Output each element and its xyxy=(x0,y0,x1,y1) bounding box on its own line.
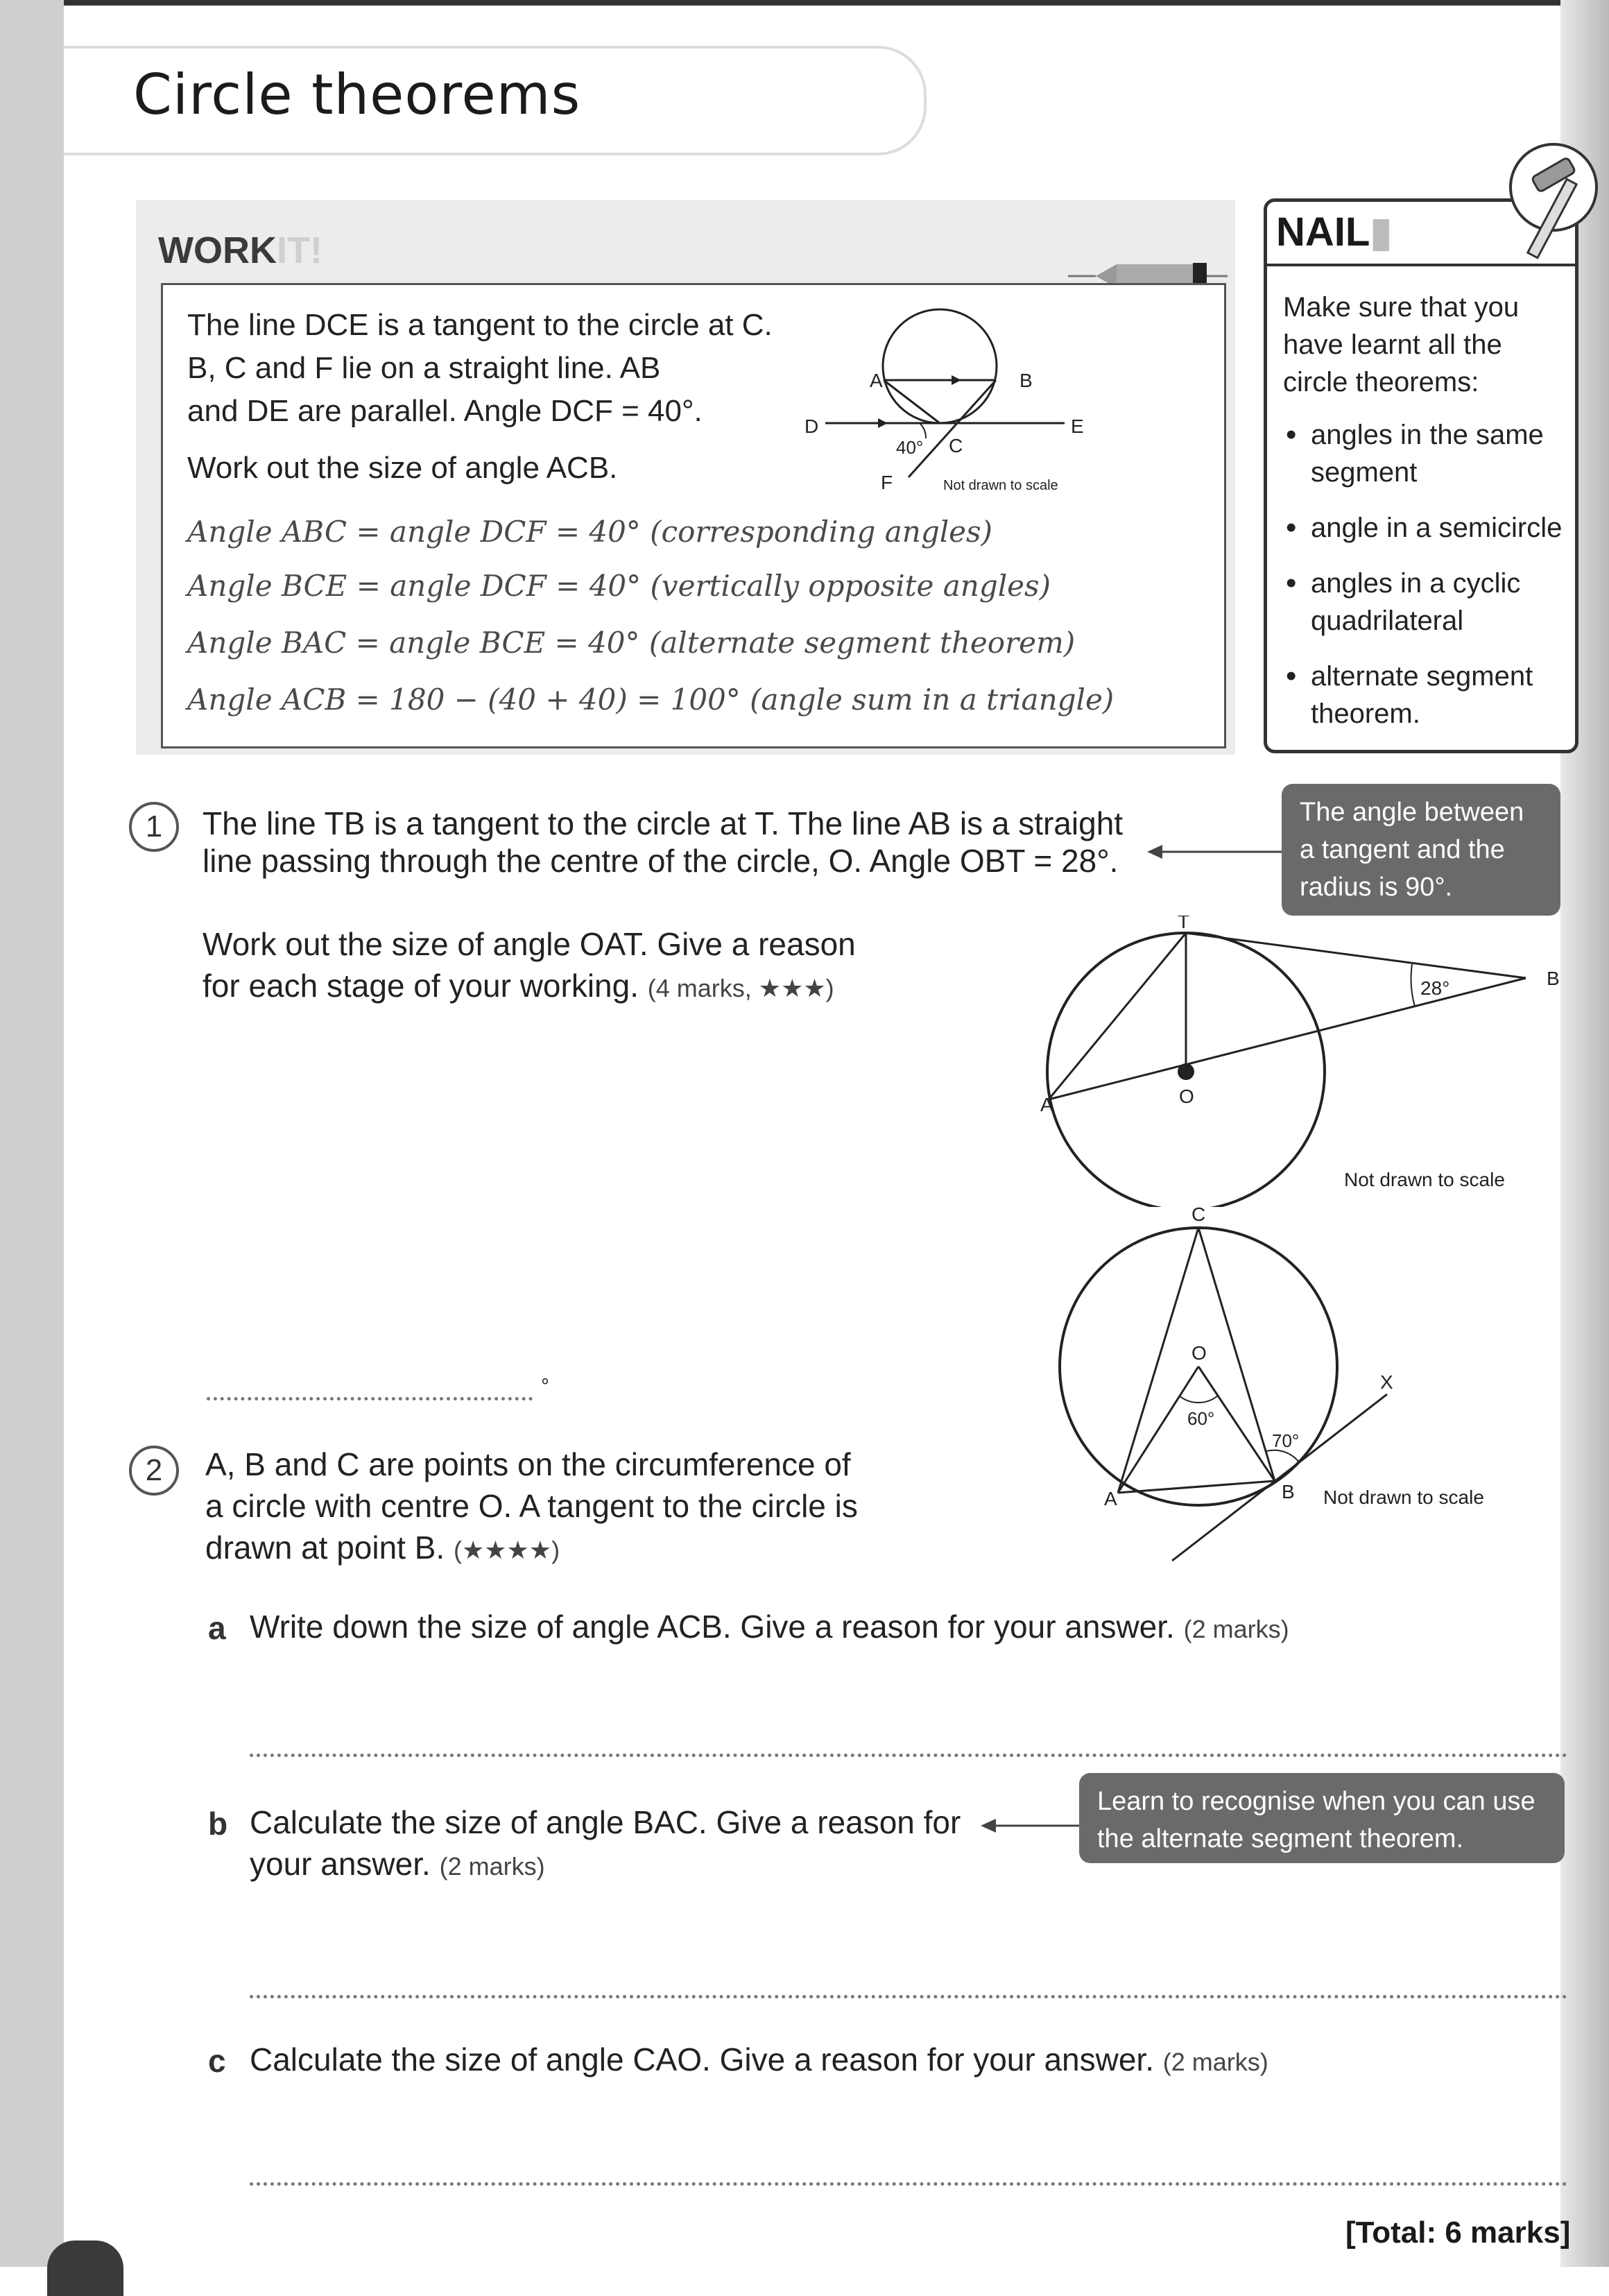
nail-it-heading-main: NAIL xyxy=(1276,209,1370,255)
q1-label-b: B xyxy=(1547,968,1560,989)
q1-line-2: line passing through the centre of the circle, O. Angle OBT = 28°. xyxy=(203,843,1119,879)
angle-arc-dcf xyxy=(920,423,926,438)
work-it-heading-it: IT! xyxy=(276,230,322,271)
q2-part-b-line-2 xyxy=(250,1842,545,1888)
nail-it-item: • angles in a cyclic quadrilateral xyxy=(1282,565,1573,640)
solution-line-1: Angle ABC = angle DCF = 40° (corresponding angles) xyxy=(187,515,992,549)
angle-arc-70 xyxy=(1266,1450,1299,1462)
nail-it-item: • alternate segment theorem. xyxy=(1282,658,1573,733)
q2-line-1: A, B and C are points on the circumference of xyxy=(205,1446,851,1482)
q2-part-b-marks: (2 marks) xyxy=(439,1852,545,1881)
hammer-icon xyxy=(1505,139,1602,284)
q2-part-b-letter: b xyxy=(208,1806,228,1842)
top-border xyxy=(0,0,1609,6)
nail-it-item: • angle in a semicircle xyxy=(1282,509,1573,547)
work-label-c: C xyxy=(949,435,963,456)
q2-callout-arrow xyxy=(978,1813,1089,1838)
q2-part-c-text: Calculate the size of angle CAO. Give a reason for your answer. xyxy=(250,2041,1154,2077)
nail-it-item: • angles in the same segment xyxy=(1282,416,1573,491)
q1-angle-28: 28° xyxy=(1420,977,1450,999)
line-bcf xyxy=(909,380,996,477)
q1-answer-line[interactable] xyxy=(207,1397,533,1400)
chord-ca xyxy=(1118,1228,1198,1493)
page-number-tab xyxy=(47,2241,123,2296)
page-title: Circle theorems xyxy=(133,62,581,127)
q2-part-a-answer-line[interactable] xyxy=(250,1754,1567,1757)
q2-part-a-letter: a xyxy=(208,1610,226,1646)
q1-line-4 xyxy=(203,964,834,1010)
work-problem-line-1: The line DCE is a tangent to the circle at C. xyxy=(187,308,773,342)
q2-hint-callout: Learn to recognise when you can use the alternate segment theorem. xyxy=(1079,1773,1565,1863)
q1-line-4-text: for each stage of your working. xyxy=(203,968,639,1004)
work-label-b: B xyxy=(1019,370,1033,391)
tangent-tb xyxy=(1186,933,1526,978)
line-ab xyxy=(1049,978,1526,1099)
q2-part-c-answer-line[interactable] xyxy=(250,2182,1567,2186)
work-it-heading-main: WORK xyxy=(158,230,277,271)
q1-line-1: The line TB is a tangent to the circle at T. The line AB is a straight xyxy=(203,805,1124,841)
angle-arc-28 xyxy=(1411,964,1415,1006)
q2-part-c-letter: c xyxy=(208,2043,226,2079)
left-margin-strip xyxy=(0,0,64,2267)
q1-diagram-note: Not drawn to scale xyxy=(1344,1169,1505,1190)
q2-line-3-text: drawn at point B. xyxy=(205,1530,445,1566)
work-it-heading xyxy=(158,229,322,272)
work-it-diagram xyxy=(798,298,1089,499)
q2-part-b-answer-line[interactable] xyxy=(250,1995,1567,1998)
q1-line-3: Work out the size of angle OAT. Give a reason xyxy=(203,926,856,962)
solution-line-3: Angle BAC = angle BCE = 40° (alternate segment theorem) xyxy=(187,626,1076,660)
work-problem-line-4: Work out the size of angle ACB. xyxy=(187,451,618,485)
work-circle xyxy=(883,309,997,423)
q2-label-a: A xyxy=(1104,1488,1117,1509)
q2-part-c-marks: (2 marks) xyxy=(1162,2048,1268,2076)
q1-callout-arrow xyxy=(1144,838,1283,866)
q2-label-x: X xyxy=(1380,1371,1393,1393)
q2-label-c: C xyxy=(1191,1207,1206,1225)
work-angle-40: 40° xyxy=(896,437,924,458)
work-label-d: D xyxy=(804,415,819,437)
nail-it-logo: ▮ xyxy=(1370,209,1393,255)
q1-label-o: O xyxy=(1179,1086,1194,1107)
work-label-f: F xyxy=(881,472,893,493)
parallel-arrow-ab xyxy=(952,375,961,385)
total-marks: [Total: 6 marks] xyxy=(1345,2216,1571,2250)
q2-part-b-line-1: Calculate the size of angle BAC. Give a reason for xyxy=(250,1804,961,1840)
q2-label-b: B xyxy=(1282,1481,1295,1502)
chord-cb xyxy=(1198,1228,1275,1481)
q2-angle-70: 70° xyxy=(1272,1430,1300,1451)
q2-line-3 xyxy=(205,1526,560,1572)
q2-stars: (★★★★) xyxy=(453,1536,560,1564)
radius-oa xyxy=(1118,1367,1198,1493)
solution-line-4: Angle ACB = 180 − (40 + 40) = 100° (angle sum in a triangle) xyxy=(187,683,1115,717)
q2-angle-60: 60° xyxy=(1187,1408,1215,1429)
q1-answer-unit: ° xyxy=(541,1375,549,1398)
q2-diagram-note: Not drawn to scale xyxy=(1323,1487,1484,1508)
q1-label-t: T xyxy=(1178,916,1190,932)
q2-diagram xyxy=(1040,1207,1595,1568)
nail-it-list xyxy=(1282,416,1573,751)
nail-it-intro: Make sure that you have learnt all the circle theorems: xyxy=(1283,292,1520,397)
nail-it-heading xyxy=(1276,208,1392,255)
centre-o xyxy=(1178,1063,1194,1080)
q1-label-a: A xyxy=(1040,1094,1053,1115)
parallel-arrow-de xyxy=(878,418,888,428)
question-2-number: 2 xyxy=(129,1446,179,1496)
q2-label-o: O xyxy=(1191,1342,1207,1364)
work-problem-line-2: B, C and F lie on a straight line. AB xyxy=(187,351,661,385)
angle-arc-60 xyxy=(1179,1396,1218,1403)
question-1-number: 1 xyxy=(129,802,179,852)
work-label-a: A xyxy=(870,370,883,391)
q2-part-a xyxy=(250,1605,1289,1651)
q2-line-2: a circle with centre O. A tangent to the circle is xyxy=(205,1488,858,1524)
q1-diagram xyxy=(1040,916,1595,1207)
chord-ab xyxy=(1118,1481,1275,1493)
solution-line-2: Angle BCE = angle DCF = 40° (vertically opposite angles) xyxy=(187,569,1051,603)
q2-part-a-marks: (2 marks) xyxy=(1183,1615,1289,1643)
q1-hint-callout: The angle between a tangent and the radius is 90°. xyxy=(1282,784,1560,916)
work-problem-line-3: and DE are parallel. Angle DCF = 40°. xyxy=(187,394,703,428)
chord-at xyxy=(1049,933,1186,1099)
q1-marks: (4 marks, ★★★) xyxy=(647,974,834,1002)
q2-part-c xyxy=(250,2038,1268,2084)
q2-part-b-line-2-text: your answer. xyxy=(250,1846,431,1882)
work-diagram-note: Not drawn to scale xyxy=(943,478,1058,493)
q2-part-a-text: Write down the size of angle ACB. Give a reason for your answer. xyxy=(250,1609,1175,1645)
work-label-e: E xyxy=(1071,415,1084,437)
